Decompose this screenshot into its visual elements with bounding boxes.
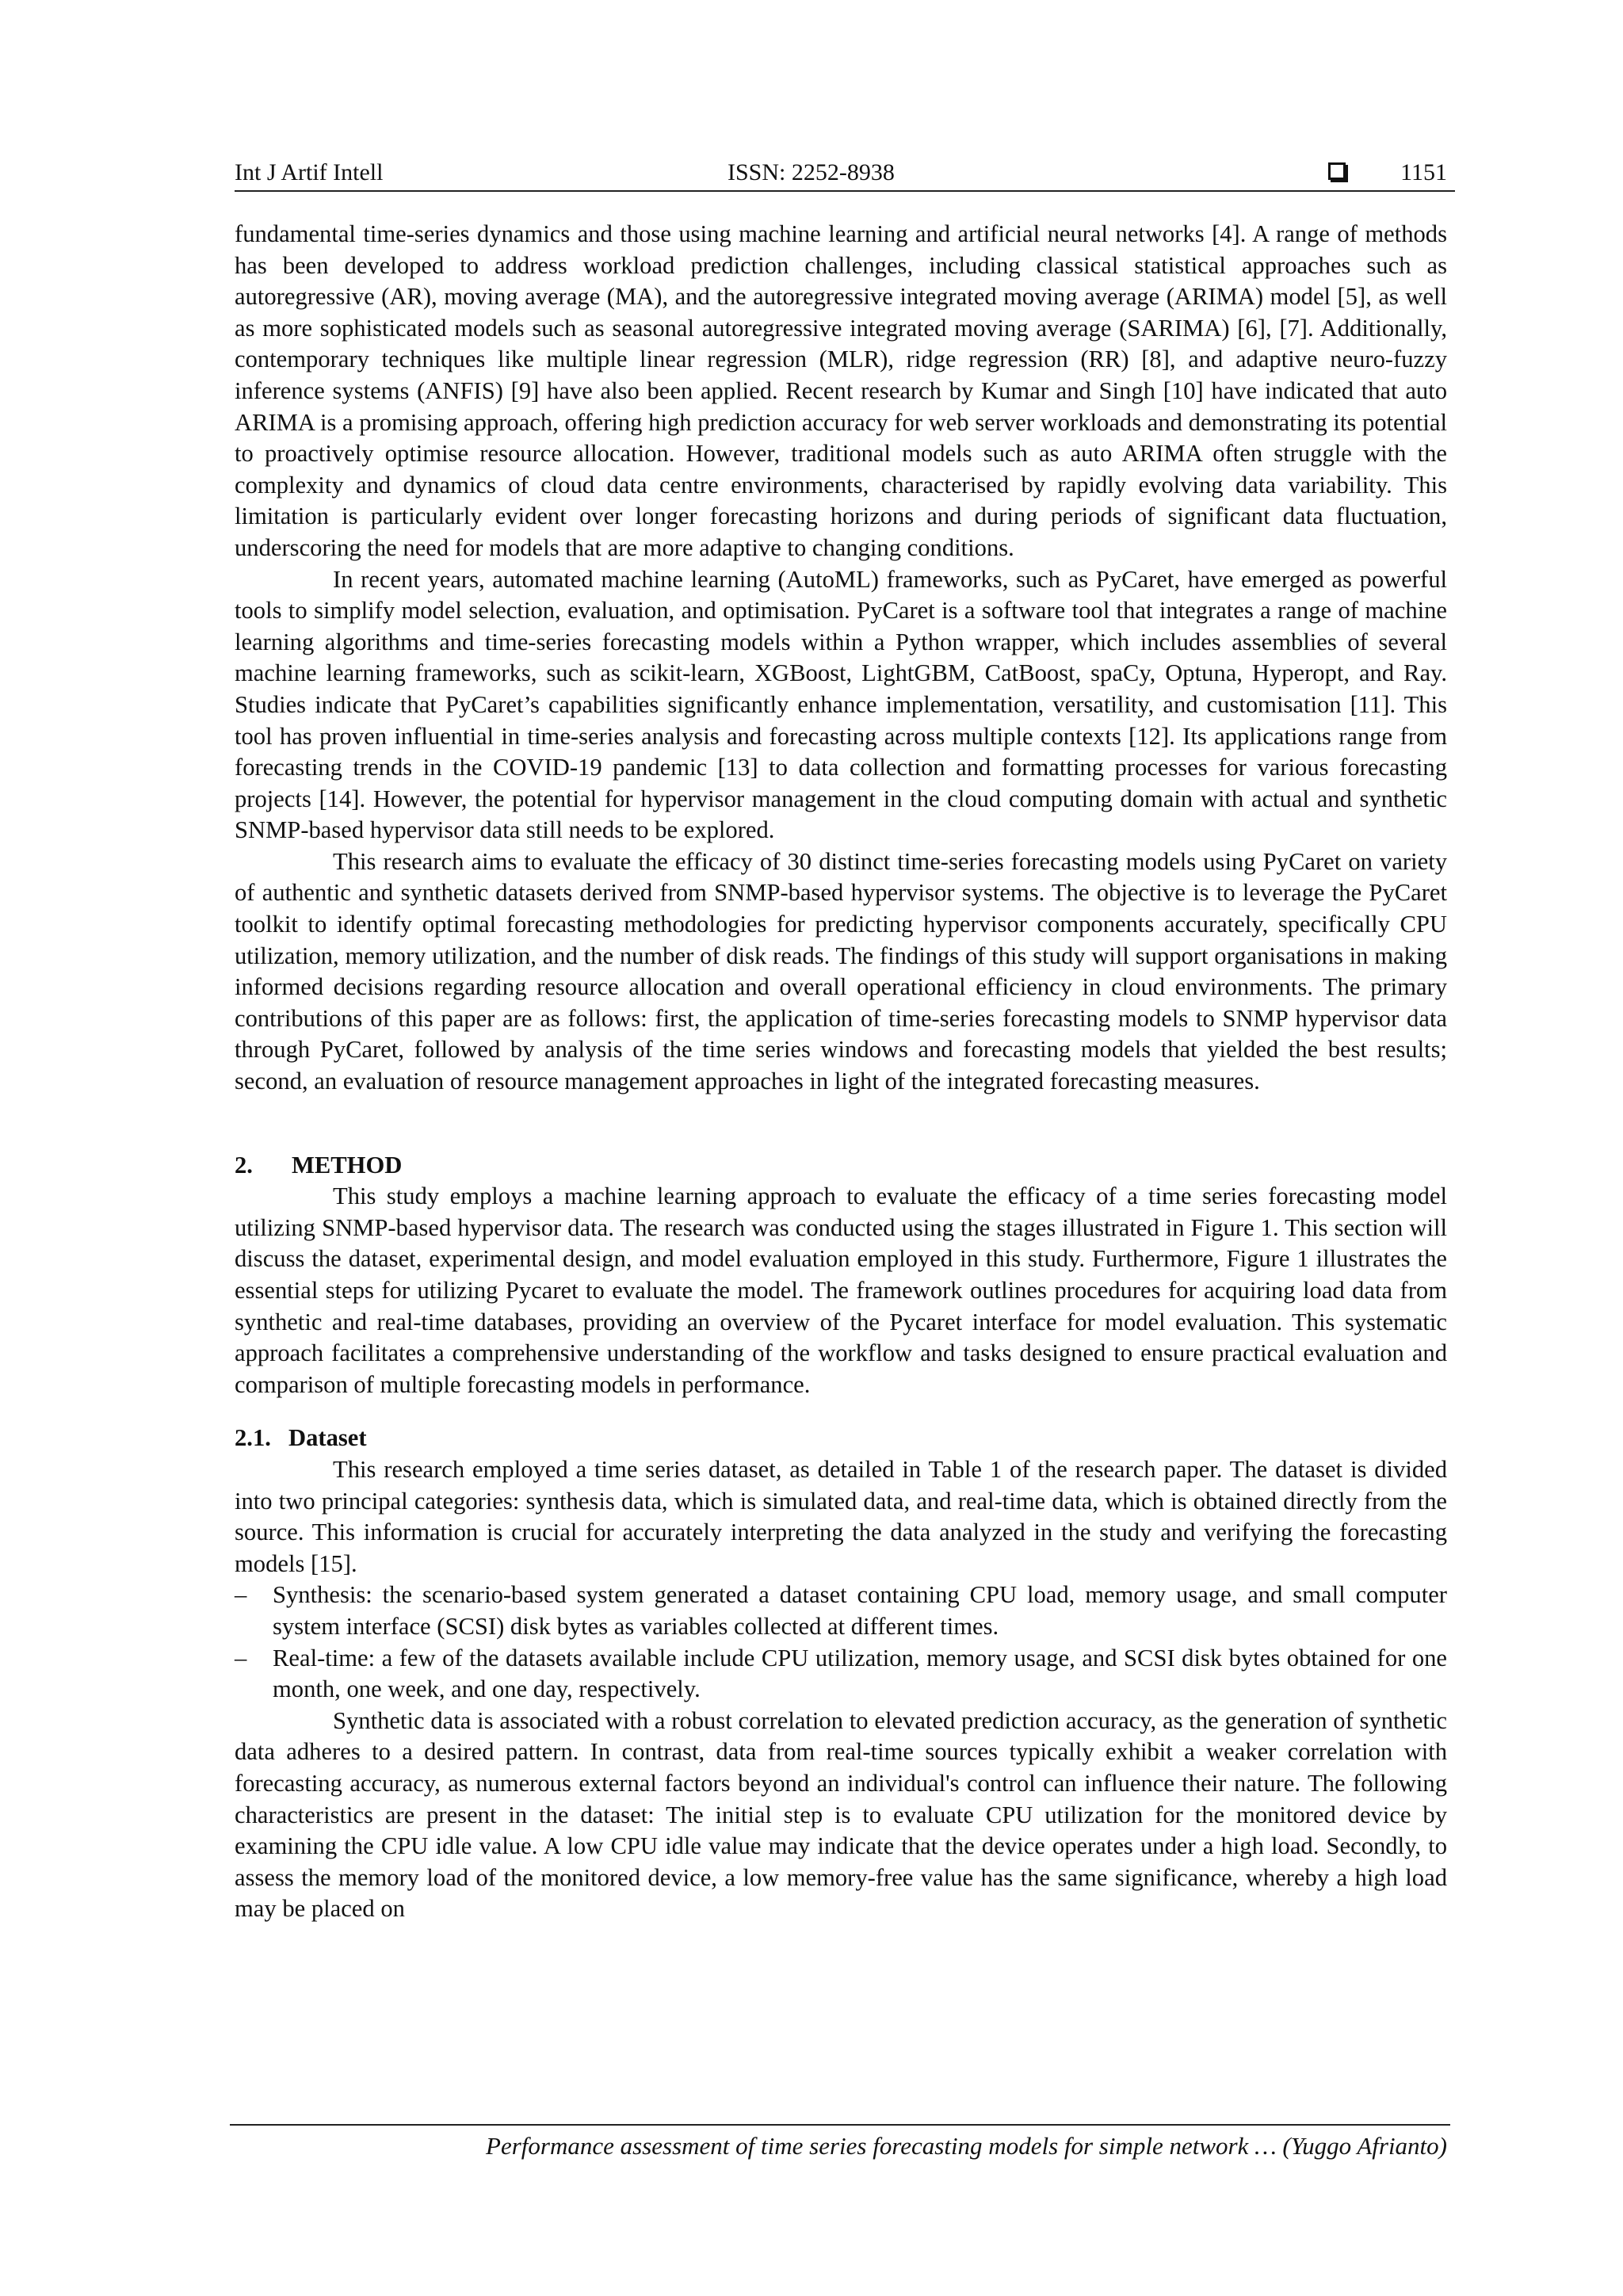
- paragraph-intro-2: In recent years, automated machine learning (AutoML) frameworks, such as PyCaret, have emerged as powerful tools to simplify model selection, evaluation, and optimisation. PyCaret is a software tool that integrates a range of machine learning algorithms and time-series forecasting models within a Python wrapper, which includes assemblies of several machine learning frameworks, such as scikit-learn, XGBoost, LightGBM, CatBoost, spaCy, Optuna, Hyperopt, and Ray. Studies indicate that PyCaret’s capabilities significantly enhance implementation, versatility, and customisation [11]. This tool has proven influential in time-series analysis and forecasting across multiple contexts [12]. Its applications range from forecasting trends in the COVID-19 pandemic [13] to data collection and formatting processes for various forecasting projects [14]. However, the potential for hypervisor management in the cloud computing domain with actual and synthetic SNMP-based hypervisor data still needs to be explored.: [235, 565, 1447, 844]
- section-title: METHOD: [292, 1151, 403, 1179]
- list-item-text: Synthesis: the scenario-based system generated a dataset containing CPU load, memory usage, and small computer system interface (SCSI) disk bytes as variables collected at different times.: [273, 1581, 1447, 1640]
- list-item-text: Real-time: a few of the datasets available include CPU utilization, memory usage, and SCSI disk bytes obtained for one month, one week, and one day, respectively.: [273, 1644, 1447, 1703]
- list-item: [235, 1580, 1447, 1642]
- dataset-list: [235, 1580, 1447, 1705]
- subsection-title: Dataset: [288, 1424, 367, 1452]
- section-number: 2.: [235, 1151, 253, 1179]
- square-bullet-icon: [1328, 162, 1346, 180]
- dash-bullet: –: [235, 1581, 247, 1609]
- running-header: [235, 155, 1455, 192]
- list-item: [235, 1643, 1447, 1706]
- page-number: 1151: [1400, 159, 1447, 185]
- journal-name: Int J Artif Intell: [235, 159, 384, 185]
- footer-divider: [230, 2124, 1450, 2126]
- subsection-heading-dataset: [235, 1423, 1447, 1454]
- paragraph-dataset: This research employed a time series dataset, as detailed in Table 1 of the research paper. The dataset is divided into two principal categories: synthesis data, which is simulated data, and real-time data, which is obtained directly from the source. This information is crucial for accurately interpreting the data analyzed in the study and verifying the forecasting models [15].: [235, 1455, 1447, 1577]
- body-text: [235, 219, 1447, 1925]
- running-footer: Performance assessment of time series forecasting models for simple network … (Yuggo Afrianto): [486, 2132, 1447, 2160]
- subsection-number: 2.1.: [235, 1424, 271, 1452]
- issn: ISSN: 2252-8938: [727, 159, 895, 185]
- dash-bullet: –: [235, 1644, 247, 1671]
- paragraph-intro-3: This research aims to evaluate the efficacy of 30 distinct time-series forecasting models using PyCaret on variety of authentic and synthetic datasets derived from SNMP-based hypervisor systems. The objective is to leverage the PyCaret toolkit to identify optimal forecasting methodologies for predicting hypervisor components accurately, specifically CPU utilization, memory utilization, and the number of disk reads. The findings of this study will support organisations in making informed decisions regarding resource allocation and overall operational efficiency in cloud environments. The primary contributions of this paper are as follows: first, the application of time-series forecasting models to SNMP hypervisor data through PyCaret, followed by analysis of the time series windows and forecasting models that yielded the best results; second, an evaluation of resource management approaches in light of the integrated forecasting measures.: [235, 847, 1447, 1095]
- section-heading-method: [235, 1150, 1447, 1182]
- paragraph-synthetic-data: Synthetic data is associated with a robust correlation to elevated prediction accuracy, as the generation of synthetic data adheres to a desired pattern. In contrast, data from real-time sources typically exhibit a weaker correlation with forecasting accuracy, as numerous external factors beyond an individual's control can influence their nature. The following characteristics are present in the dataset: The initial step is to evaluate CPU utilization for the monitored device by examining the CPU idle value. A low CPU idle value may indicate that the device operates under a high load. Secondly, to assess the memory load of the monitored device, a low memory-free value has the same significance, whereby a high load may be placed on: [235, 1706, 1447, 1923]
- paragraph-method: This study employs a machine learning approach to evaluate the efficacy of a time series forecasting model utilizing SNMP-based hypervisor data. The research was conducted using the stages illustrated in Figure 1. This section will discuss the dataset, experimental design, and model evaluation employed in this study. Furthermore, Figure 1 illustrates the essential steps for utilizing Pycaret to evaluate the model. The framework outlines procedures for acquiring load data from synthetic and real-time databases, providing an overview of the Pycaret interface for model evaluation. This systematic approach facilitates a comprehensive understanding of the workflow and tasks designed to ensure practical evaluation and comparison of multiple forecasting models in performance.: [235, 1182, 1447, 1398]
- paragraph-intro-1: fundamental time-series dynamics and those using machine learning and artificial neural networks [4]. A range of methods has been developed to address workload prediction challenges, including classical statistical approaches such as autoregressive (AR), moving average (MA), and the autoregressive integrated moving average (ARIMA) model [5], as well as more sophisticated models such as seasonal autoregressive integrated moving average (SARIMA) [6], [7]. Additionally, contemporary techniques like multiple linear regression (MLR), ridge regression (RR) [8], and adaptive neuro-fuzzy inference systems (ANFIS) [9] have also been applied. Recent research by Kumar and Singh [10] have indicated that auto ARIMA is a promising approach, offering high prediction accuracy for web server workloads and demonstrating its potential to proactively optimise resource allocation. However, traditional models such as auto ARIMA often struggle with the complexity and dynamics of cloud data centre environments, characterised by rapidly evolving data variability. This limitation is particularly evident over longer forecasting horizons and during periods of significant data fluctuation, underscoring the need for models that are more adaptive to changing conditions.: [235, 220, 1447, 561]
